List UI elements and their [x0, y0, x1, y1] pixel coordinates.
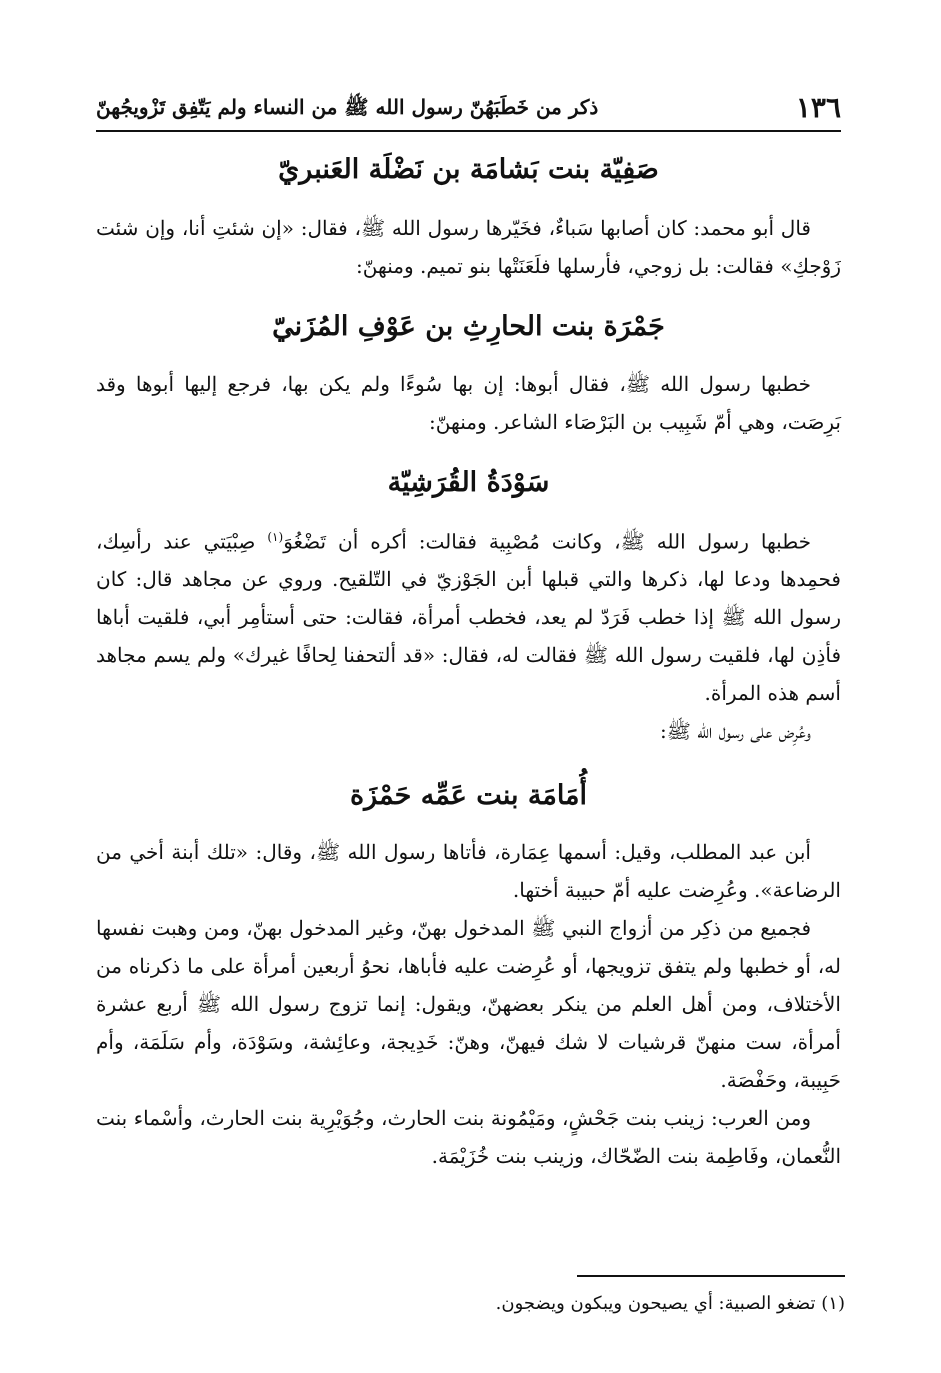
- paragraph: قال أبو محمد: كان أصابها سَباءٌ، فخَيّرها رسول الله ﷺ، فقال: «إن شئتِ أنا، وإن شئت زَوْجكِ» فقالت: بل زوجي، فأرسلها فلَعَنَتْها بنو تميم. ومنهنّ:: [96, 215, 841, 278]
- section-heading-umama: أُمَامَة بنت عَمِّه حَمْزَة: [349, 780, 588, 812]
- paragraph-part: خطبها رسول الله ﷺ، وكانت مُصْبِية فقالت: أكره أن تَضْغُوَ: [283, 529, 811, 554]
- section-heading-jamra: جَمْرَة بنت الحارِثِ بن عَوْفِ المُزَنيّ: [272, 310, 665, 342]
- paragraph: فجميع من ذكِر من أزواج النبي ﷺ المدخول بهنّ، وغير المدخول بهنّ، ومن وهبت نفسها له، أو خطبها ولم يتفق تزويجها، أو عُرِضت عليه فأباها، نحوُ أربعين أمرأة على ما ذكرناه من الأختلاف، ومن أهل العلم من ينكر بعضهنّ، ويقول: إنما تزوج رسول الله ﷺ أربع عشرة أمرأة، ست منهنّ قرشيات لا شك فيهنّ، وهنّ: خَدِيجة، وعائِشة، وسَوْدَة، وأم سَلَمَة، وأم حَبِيبة، وحَفْصَة.: [96, 915, 841, 1092]
- paragraph: ومن العرب: زينب بنت جَحْشٍ، ومَيْمُونة بنت الحارث، وجُوَيْرِية بنت الحارث، وأسْماء بنت النُّعمان، وفَاطِمة بنت الضّحّاك، وزينب بنت خُزَيْمَة.: [96, 1105, 841, 1168]
- page-number: ١٣٦: [795, 91, 841, 124]
- running-header: [96, 88, 841, 132]
- section-heading-safiyya: صَفِيّة بنت بَشامَة بن نَضْلَة العَنبريّ: [278, 154, 659, 185]
- section-heading-sawda: سَوْدَةُ القُرَشِيّة: [387, 467, 550, 498]
- paragraph: خطبها رسول الله ﷺ، فقال أبوها: إن بها سُوءًا ولم يكن بها، فرجع إليها أبوها وقد بَرِصَت، وهي أمّ شَبِيب بن البَرْصَاء الشاعر. ومنهنّ:: [96, 372, 841, 434]
- main-text: [96, 142, 841, 1175]
- footnote: (١) تضغو الصبية: أي يصيحون ويبكون ويضجون.: [495, 1293, 845, 1314]
- running-title: ذكر من خَطَبَهُنّ رسول الله ﷺ من النساء ولم يَتّفِق تَزْويجُهنّ: [96, 95, 599, 119]
- paragraph: أبن عبد المطلب، وقيل: أسمها عِمَارة، فأتاها رسول الله ﷺ، وقال: «تلك أبنة أخي من الرضاعة». وعُرِضت عليه أمّ حبيبة أختها.: [96, 839, 841, 902]
- paragraph: وعُرِض على رسول الله ﷺ:: [660, 719, 811, 744]
- footnote-marker: (١): [267, 529, 284, 544]
- footnote-divider: [577, 1275, 845, 1277]
- paragraph-part: صِبْيَتي عند رأسِك، فحمِدها ودعا لها، ذكرها والتي قبلها أبن الجَوْزيّ في التّلقيح. وروي عن مجاهد قال: كان رسول الله ﷺ إذا خطب فَرَدّ لم يعد، فخطب أمرأة، فقالت: حتى أستأمِر أبي، فلقيت أباها فأذِن لها، فلقيت رسول الله ﷺ فقالت له، فقال: «قد ألتحفنا لِحافًا غيرك» ولم يسم مجاهد أسم هذه المرأة.: [96, 529, 841, 706]
- paragraph: [96, 518, 841, 713]
